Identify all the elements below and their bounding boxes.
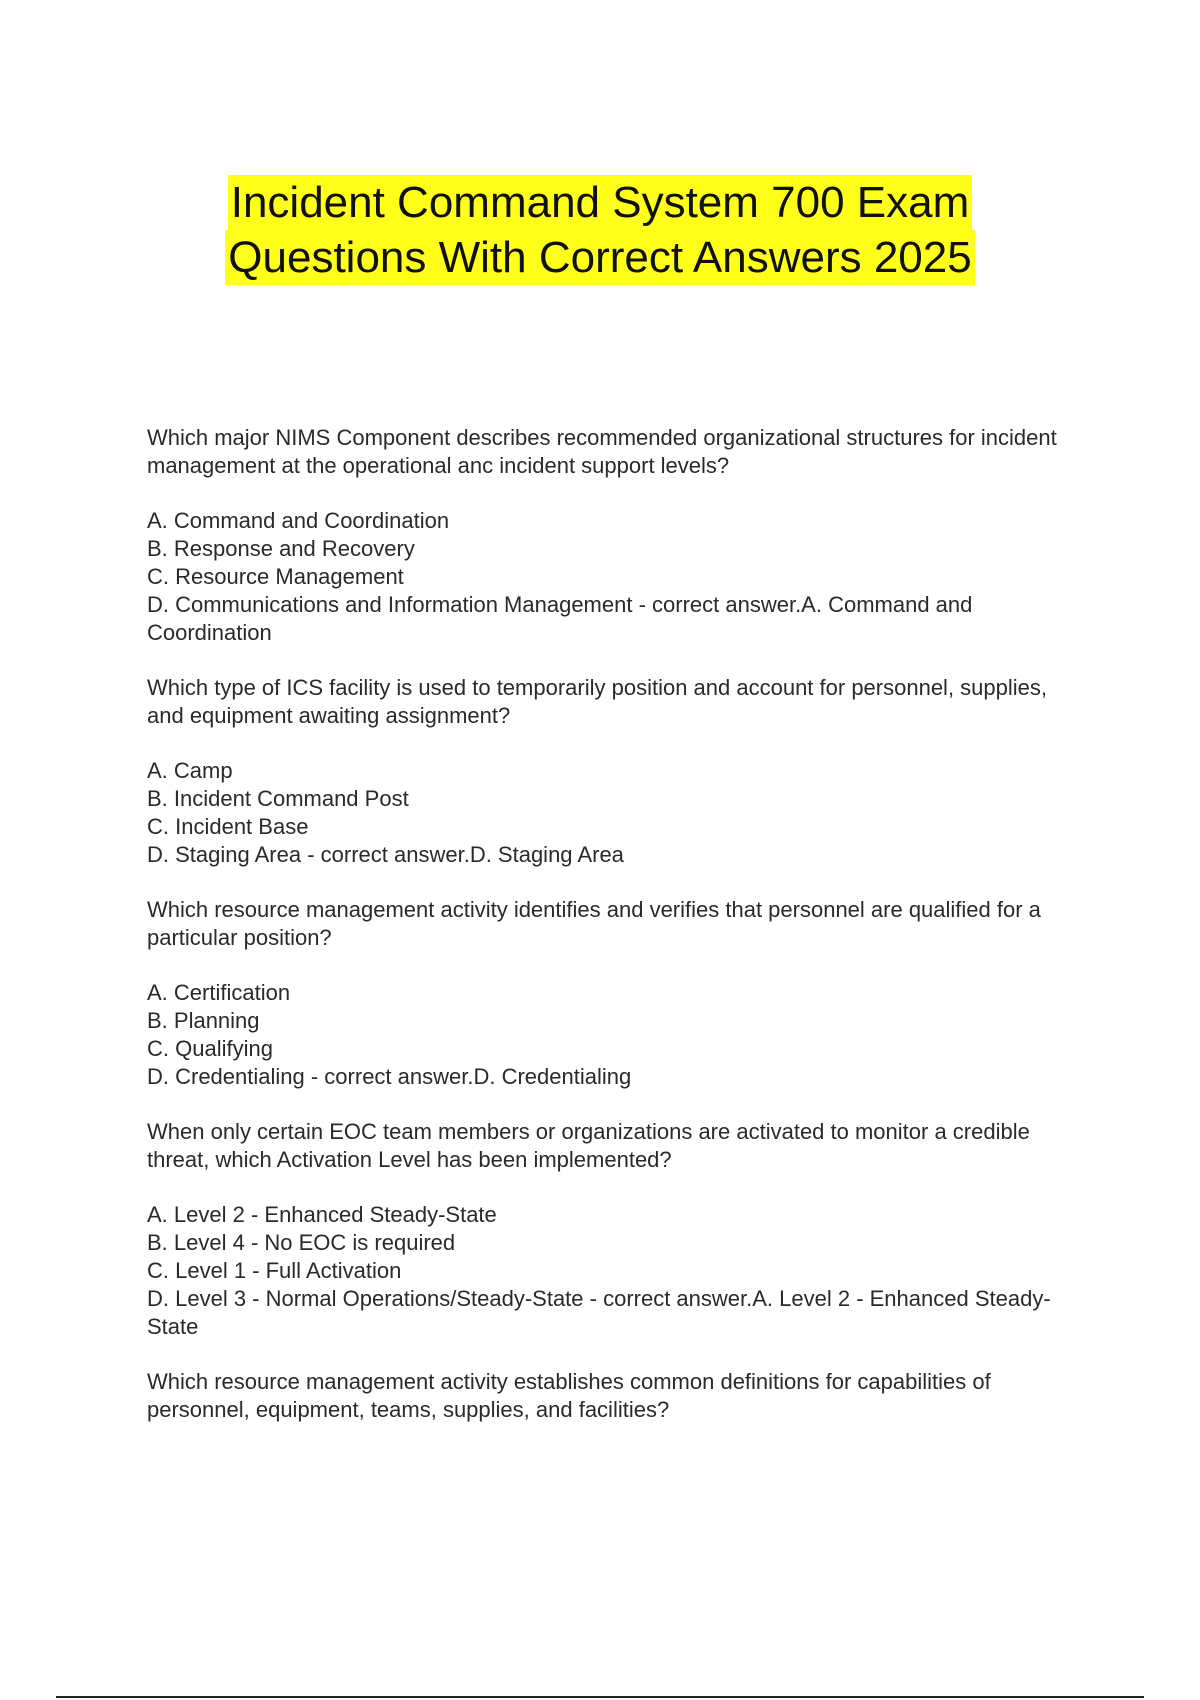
option-3a: A. Certification: [147, 980, 291, 1005]
options-3: [147, 979, 1082, 1091]
title-line-2: Questions With Correct Answers 2025: [225, 230, 974, 285]
document-title: [0, 175, 1200, 285]
option-4c: C. Level 1 - Full Activation: [147, 1258, 402, 1283]
option-2b: B. Incident Command Post: [147, 786, 409, 811]
option-2d: D. Staging Area - correct answer.D. Staging Area: [147, 842, 624, 867]
bottom-divider: [56, 1696, 1144, 1698]
option-4d: D. Level 3 - Normal Operations/Steady-State - correct answer.A. Level 2 - Enhanced Steady-State: [147, 1286, 1051, 1339]
option-3b: B. Planning: [147, 1008, 260, 1033]
question-3: Which resource management activity identifies and verifies that personnel are qualified for a particular position?: [147, 897, 1041, 950]
title-line-1: Incident Command System 700 Exam: [228, 175, 973, 230]
option-2c: C. Incident Base: [147, 814, 309, 839]
question-4: When only certain EOC team members or organizations are activated to monitor a credible threat, which Activation Level has been implemented?: [147, 1119, 1030, 1172]
options-2: [147, 757, 1082, 869]
option-4a: A. Level 2 - Enhanced Steady-State: [147, 1202, 497, 1227]
option-1b: B. Response and Recovery: [147, 536, 415, 561]
options-1: [147, 507, 1082, 647]
question-list: [147, 424, 1082, 1451]
question-1: Which major NIMS Component describes recommended organizational structures for incident management at the operational anc incident support levels?: [147, 425, 1057, 478]
option-1a: A. Command and Coordination: [147, 508, 450, 533]
options-4: [147, 1201, 1082, 1341]
option-1d: D. Communications and Information Management - correct answer.A. Command and Coordination: [147, 592, 973, 645]
option-3c: C. Qualifying: [147, 1036, 273, 1061]
option-4b: B. Level 4 - No EOC is required: [147, 1230, 456, 1255]
option-1c: C. Resource Management: [147, 564, 404, 589]
question-5: Which resource management activity establishes common definitions for capabilities of personnel, equipment, teams, supplies, and facilities?: [147, 1369, 991, 1422]
option-2a: A. Camp: [147, 758, 233, 783]
option-3d: D. Credentialing - correct answer.D. Credentialing: [147, 1064, 632, 1089]
question-2: Which type of ICS facility is used to temporarily position and account for personnel, supplies, and equipment awaiting assignment?: [147, 675, 1048, 728]
